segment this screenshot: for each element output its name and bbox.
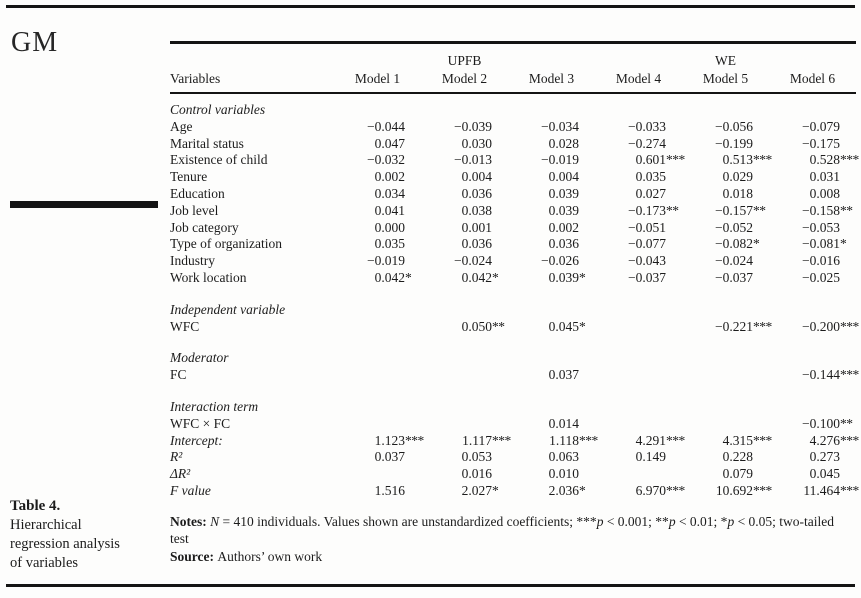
journal-logo: GM: [11, 27, 59, 58]
table-caption-line: of variables: [10, 555, 79, 571]
cell-value: 1.123***: [374, 432, 424, 448]
cell-value: −0.024: [454, 253, 492, 269]
cell-value: 0.037: [374, 449, 405, 465]
notes-line: Notes: N = 410 individuals. Values shown are unstandardized coefficients; ***p < 0.001; **p < 0.01; *p < 0.05; two-tailed test: [170, 513, 835, 547]
cell-value: [334, 416, 421, 433]
cell-value: −0.037: [628, 269, 666, 285]
cell-value: −0.221***: [715, 318, 772, 334]
cell-value: 4.276***: [809, 432, 859, 448]
table-row: [170, 270, 856, 287]
cell-value: 0.001: [461, 219, 492, 235]
column-header-model-2: Model 2: [421, 69, 508, 93]
cell-value: [334, 466, 421, 483]
cell-value: 6.970***: [635, 482, 685, 498]
cell-value: [595, 367, 682, 384]
cell-value: 0.018: [722, 185, 753, 201]
section-title: Moderator: [170, 350, 229, 366]
cell-value: −0.053: [802, 219, 840, 235]
cell-value: −0.051: [628, 219, 666, 235]
cell-value: 0.002: [374, 169, 405, 185]
cell-value: 0.039*: [548, 269, 586, 285]
cell-value: 0.513***: [722, 152, 772, 168]
table-caption: [10, 497, 165, 573]
column-header-model-6: Model 6: [769, 69, 856, 93]
cell-value: 0.034: [374, 185, 405, 201]
table-row: [170, 203, 856, 220]
cell-value: 0.045*: [548, 318, 586, 334]
table-row: [170, 416, 856, 433]
row-label: Type of organization: [170, 236, 283, 252]
bottom-rule: [6, 584, 855, 587]
table-caption-label: Table 4.: [10, 498, 61, 514]
table-row: [170, 466, 856, 483]
cell-value: −0.016: [802, 253, 840, 269]
cell-value: [595, 319, 682, 336]
cell-value: [682, 416, 769, 433]
cell-value: −0.033: [628, 118, 666, 134]
section-title-row: [170, 93, 856, 119]
group-header-spacer: [170, 44, 334, 69]
regression-table-area: [170, 41, 859, 565]
cell-value: 0.149: [635, 449, 666, 465]
section-title: Control variables: [170, 102, 266, 117]
row-label: Job category: [170, 219, 239, 235]
cell-value: −0.274: [628, 135, 666, 151]
table-row: [170, 186, 856, 203]
row-label: Work location: [170, 269, 247, 285]
cell-value: −0.052: [715, 219, 753, 235]
cell-value: 0.041: [374, 202, 405, 218]
section-title-row: [170, 384, 856, 416]
cell-value: −0.077: [628, 236, 666, 252]
row-label: Education: [170, 185, 225, 201]
cell-value: 0.273: [809, 449, 840, 465]
cell-value: −0.144***: [802, 367, 859, 383]
cell-value: −0.081*: [802, 236, 847, 252]
table-row: [170, 152, 856, 169]
table-caption-line: Hierarchical: [10, 517, 82, 533]
cell-value: 0.050**: [461, 318, 505, 334]
notes-block: [170, 513, 856, 566]
cell-value: −0.019: [367, 253, 405, 269]
cell-value: −0.200***: [802, 318, 859, 334]
cell-value: −0.026: [541, 253, 579, 269]
cell-value: 2.027*: [461, 482, 499, 498]
row-label: WFC: [170, 318, 200, 334]
cell-value: 0.004: [461, 169, 492, 185]
cell-value: −0.032: [367, 152, 405, 168]
cell-value: −0.100**: [802, 415, 853, 431]
cell-value: 4.315***: [722, 432, 772, 448]
cell-value: 0.010: [548, 466, 579, 482]
cell-value: −0.199: [715, 135, 753, 151]
row-label: F value: [170, 482, 211, 498]
cell-value: 0.063: [548, 449, 579, 465]
cell-value: −0.024: [715, 253, 753, 269]
column-header-model-1: Model 1: [334, 69, 421, 93]
cell-value: −0.158**: [802, 202, 853, 218]
cell-value: 0.000: [374, 219, 405, 235]
table-row: [170, 319, 856, 336]
row-label: Intercept:: [170, 432, 223, 448]
cell-value: 0.037: [548, 367, 579, 383]
cell-value: −0.043: [628, 253, 666, 269]
cell-value: 0.039: [548, 185, 579, 201]
cell-value: 0.042*: [461, 269, 499, 285]
cell-value: [595, 466, 682, 483]
cell-value: [595, 416, 682, 433]
cell-value: −0.037: [715, 269, 753, 285]
top-rule: [6, 5, 855, 8]
table-row: [170, 169, 856, 186]
table-row: [170, 253, 856, 270]
cell-value: 0.528***: [809, 152, 859, 168]
cell-value: −0.056: [715, 118, 753, 134]
cell-value: 0.035: [374, 236, 405, 252]
cell-value: 0.228: [722, 449, 753, 465]
regression-table: [170, 44, 859, 500]
cell-value: 4.291***: [635, 432, 685, 448]
row-label: Marital status: [170, 135, 244, 151]
row-label: Tenure: [170, 169, 208, 185]
table-body: [170, 93, 859, 500]
cell-value: −0.173**: [628, 202, 679, 218]
cell-value: 0.016: [461, 466, 492, 482]
cell-value: −0.034: [541, 118, 579, 134]
cell-value: 0.004: [548, 169, 579, 185]
section-title: Interaction term: [170, 398, 259, 414]
cell-value: −0.039: [454, 118, 492, 134]
cell-value: −0.025: [802, 269, 840, 285]
table-row: [170, 449, 856, 466]
cell-value: 2.036*: [548, 482, 586, 498]
table-row: [170, 236, 856, 253]
cell-value: −0.079: [802, 118, 840, 134]
cell-value: −0.157**: [715, 202, 766, 218]
table-row: [170, 136, 856, 153]
group-header-upfb: UPFB: [447, 53, 482, 68]
cell-value: [682, 367, 769, 384]
cell-value: 0.047: [374, 135, 405, 151]
column-header-variables: Variables: [170, 69, 334, 93]
row-label: R²: [170, 449, 183, 465]
cell-value: −0.175: [802, 135, 840, 151]
column-header-model-3: Model 3: [508, 69, 595, 93]
table-row: [170, 119, 856, 136]
cell-value: [421, 367, 508, 384]
cell-value: 11.464***: [803, 482, 859, 498]
cell-value: 0.601***: [635, 152, 685, 168]
cell-value: 1.118***: [549, 432, 598, 448]
row-label: WFC × FC: [170, 415, 231, 431]
cell-value: 0.030: [461, 135, 492, 151]
cell-value: 0.031: [809, 169, 840, 185]
row-label: ΔR²: [170, 466, 191, 482]
section-title-row: [170, 287, 856, 319]
cell-value: 0.014: [548, 415, 579, 431]
cell-value: [334, 367, 421, 384]
cell-value: 1.117***: [462, 432, 511, 448]
table-caption-line: regression analysis: [10, 536, 120, 552]
cell-value: [334, 319, 421, 336]
table-row: [170, 483, 856, 500]
cell-value: −0.019: [541, 152, 579, 168]
cell-value: −0.013: [454, 152, 492, 168]
cell-value: 0.042*: [374, 269, 412, 285]
cell-value: [421, 416, 508, 433]
cell-value: 1.516: [374, 482, 405, 498]
table-row: [170, 433, 856, 450]
column-header-row: [170, 69, 856, 93]
row-label: Age: [170, 118, 193, 134]
cell-value: 0.036: [461, 185, 492, 201]
cell-value: 0.045: [809, 466, 840, 482]
cell-value: 0.053: [461, 449, 492, 465]
section-title: Independent variable: [170, 301, 286, 317]
cell-value: 0.035: [635, 169, 666, 185]
row-label: FC: [170, 367, 187, 383]
cell-value: 10.692***: [715, 482, 772, 498]
cell-value: 0.027: [635, 185, 666, 201]
cell-value: 0.038: [461, 202, 492, 218]
left-accent-bar: [10, 201, 158, 208]
cell-value: −0.082*: [715, 236, 760, 252]
group-header-we: WE: [715, 53, 736, 68]
cell-value: 0.036: [461, 236, 492, 252]
row-label: Job level: [170, 202, 219, 218]
cell-value: 0.036: [548, 236, 579, 252]
cell-value: −0.044: [367, 118, 405, 134]
cell-value: 0.028: [548, 135, 579, 151]
group-header-row: [170, 44, 856, 69]
table-row: [170, 220, 856, 237]
cell-value: 0.002: [548, 219, 579, 235]
row-label: Existence of child: [170, 152, 268, 168]
table-row: [170, 367, 856, 384]
column-header-model-4: Model 4: [595, 69, 682, 93]
cell-value: 0.079: [722, 466, 753, 482]
cell-value: 0.029: [722, 169, 753, 185]
cell-value: 0.008: [809, 185, 840, 201]
row-label: Industry: [170, 253, 215, 269]
source-line: Source: Authors’ own work: [170, 548, 323, 564]
column-header-model-5: Model 5: [682, 69, 769, 93]
section-title-row: [170, 335, 856, 367]
cell-value: 0.039: [548, 202, 579, 218]
